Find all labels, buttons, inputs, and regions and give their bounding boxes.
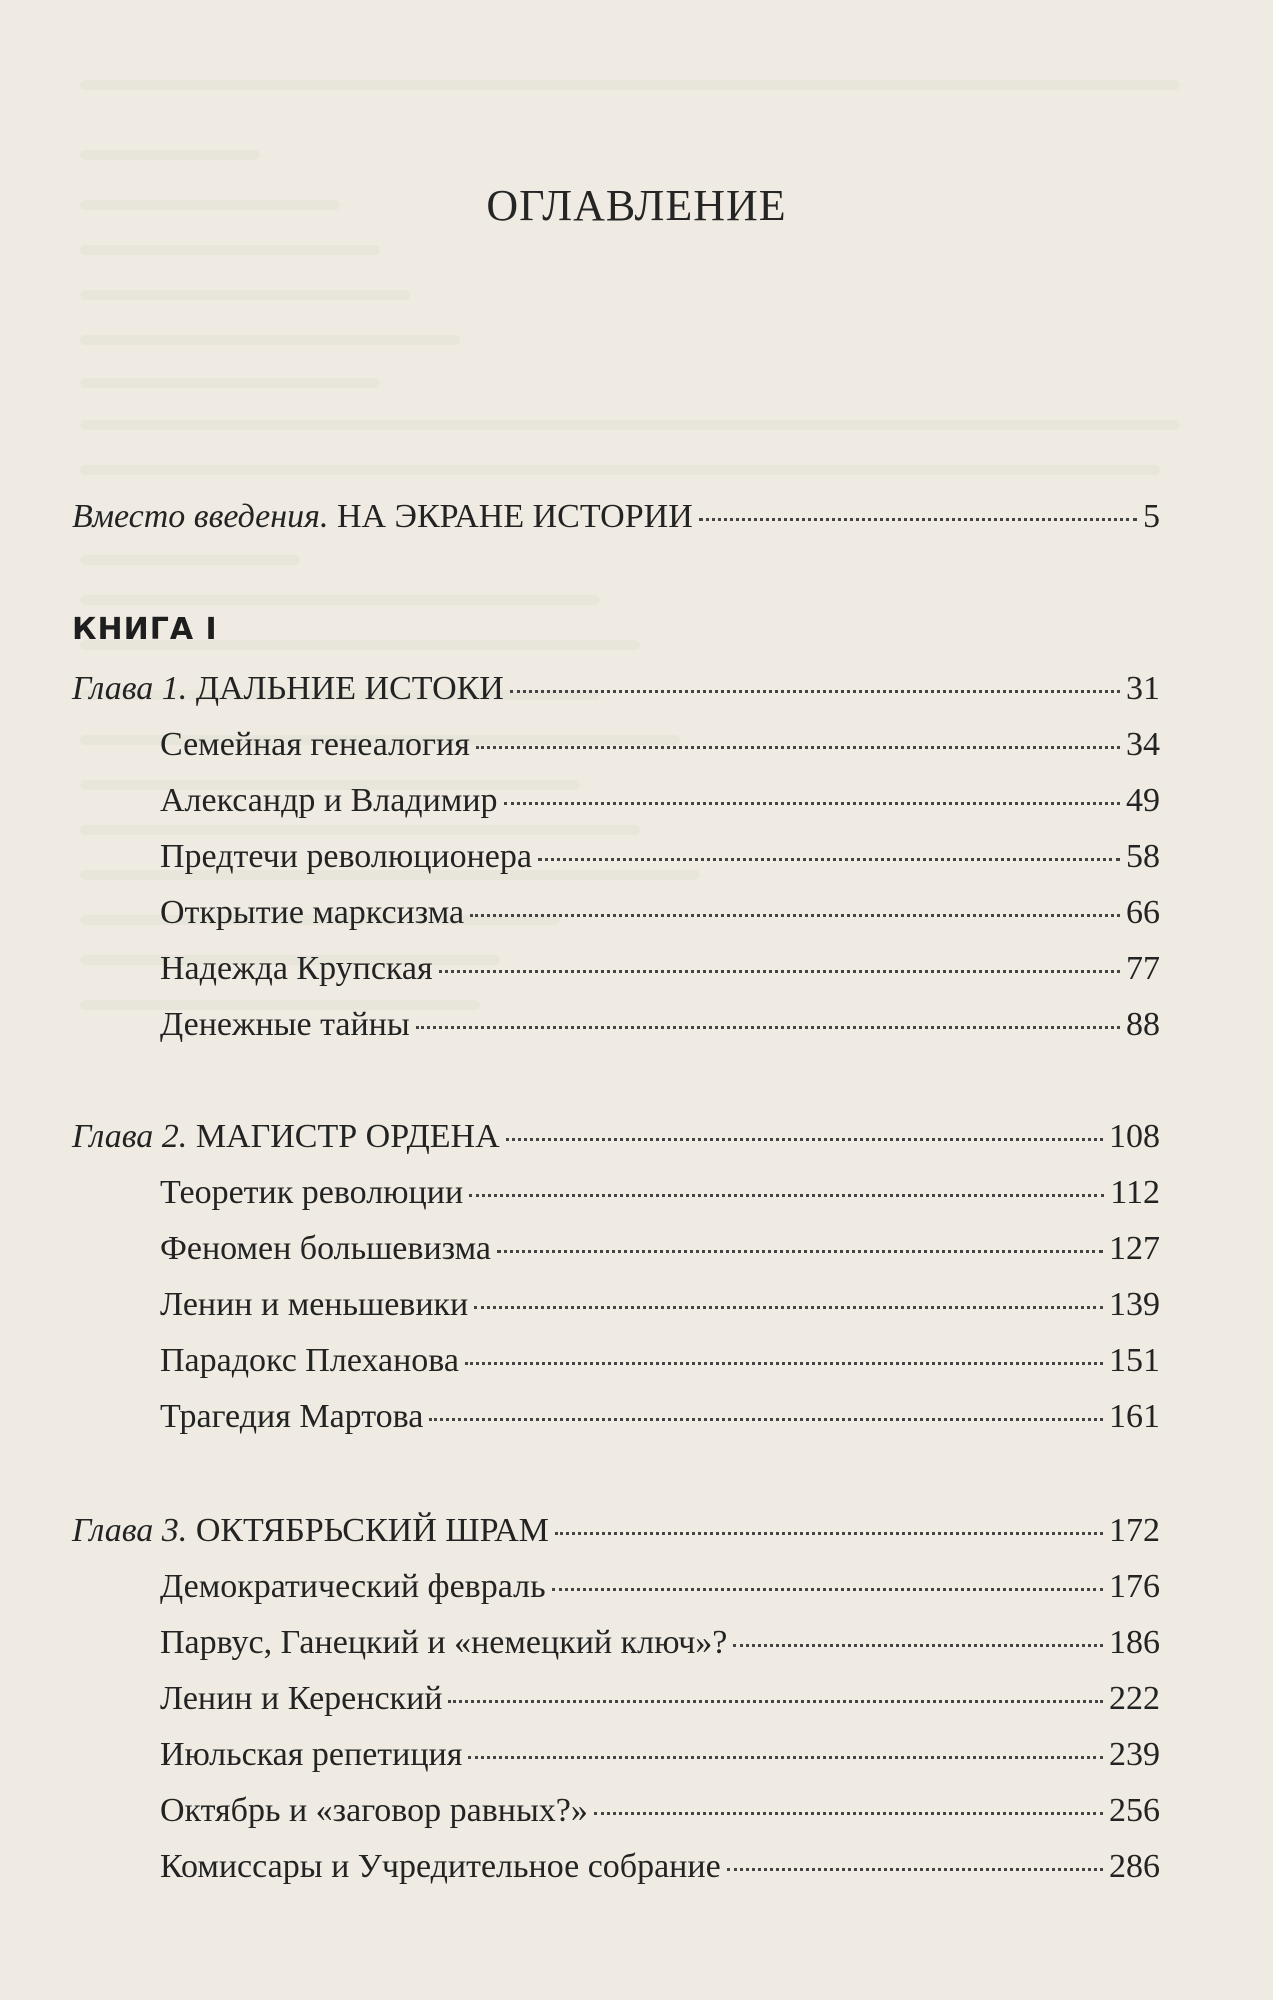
section-entry	[160, 1736, 1160, 1774]
section-entry	[160, 1680, 1160, 1718]
section-title: Надежда Крупская	[160, 950, 433, 987]
section-page: 176	[1109, 1568, 1160, 1605]
intro-title: НА ЭКРАНЕ ИСТОРИИ	[336, 498, 693, 535]
chapter-1-entry	[72, 670, 1160, 708]
dot-leader	[429, 1418, 1103, 1421]
section-entry	[160, 1174, 1160, 1212]
section-page: 112	[1110, 1174, 1160, 1211]
dot-leader	[474, 1306, 1103, 1309]
section-entry	[160, 1342, 1160, 1380]
section-title: Октябрь и «заговор равных?»	[160, 1792, 588, 1829]
section-title: Парвус, Ганецкий и «немецкий ключ»?	[160, 1624, 728, 1661]
chapter-1-page: 31	[1126, 670, 1160, 707]
section-entry	[160, 1398, 1160, 1436]
chapter-2-title: МАГИСТР ОРДЕНА	[195, 1118, 500, 1155]
section-entry	[160, 1848, 1160, 1886]
section-page: 77	[1126, 950, 1160, 987]
section-entry	[160, 782, 1160, 820]
section-page: 58	[1126, 838, 1160, 875]
chapter-1-title: ДАЛЬНИЕ ИСТОКИ	[195, 670, 504, 707]
section-page: 161	[1109, 1398, 1160, 1435]
section-page: 151	[1109, 1342, 1160, 1379]
dot-leader	[699, 518, 1137, 521]
section-entry	[160, 1006, 1160, 1044]
dot-leader	[555, 1532, 1103, 1535]
section-title: Июльская репетиция	[160, 1736, 463, 1773]
section-title: Парадокс Плеханова	[160, 1342, 459, 1379]
section-entry	[160, 894, 1160, 932]
section-page: 256	[1109, 1792, 1160, 1829]
chapter-1-prefix: Глава 1.	[72, 670, 188, 707]
section-title: Теоретик революции	[160, 1174, 464, 1211]
section-title: Демократический февраль	[160, 1568, 546, 1605]
dot-leader	[476, 746, 1120, 749]
section-entry	[160, 1230, 1160, 1268]
section-title: Ленин и меньшевики	[160, 1286, 469, 1323]
section-entry	[160, 1568, 1160, 1606]
section-entry	[160, 1792, 1160, 1830]
section-title: Ленин и Керенский	[160, 1680, 443, 1717]
dot-leader	[497, 1250, 1103, 1253]
section-title: Семейная генеалогия	[160, 726, 470, 763]
section-title: Комиссары и Учредительное собрание	[160, 1848, 721, 1885]
toc-entry-intro	[72, 498, 1160, 536]
dot-leader	[733, 1644, 1103, 1647]
chapter-3-prefix: Глава 3.	[72, 1512, 188, 1549]
section-page: 186	[1109, 1624, 1160, 1661]
section-entry	[160, 1286, 1160, 1324]
dot-leader	[504, 802, 1120, 805]
chapter-3-entry	[72, 1512, 1160, 1550]
intro-prefix: Вместо введения.	[72, 498, 329, 535]
section-entry	[160, 950, 1160, 988]
dot-leader	[468, 1756, 1103, 1759]
section-page: 286	[1109, 1848, 1160, 1885]
dot-leader	[416, 1026, 1120, 1029]
chapter-3-page: 172	[1109, 1512, 1160, 1549]
section-page: 139	[1109, 1286, 1160, 1323]
section-title: Открытие марксизма	[160, 894, 465, 931]
dot-leader	[727, 1868, 1103, 1871]
section-page: 88	[1126, 1006, 1160, 1043]
section-page: 239	[1109, 1736, 1160, 1773]
dot-leader	[469, 1194, 1104, 1197]
dot-leader	[506, 1138, 1103, 1141]
section-title: Предтечи революционера	[160, 838, 532, 875]
section-page: 127	[1109, 1230, 1160, 1267]
section-page: 49	[1126, 782, 1160, 819]
chapter-2-prefix: Глава 2.	[72, 1118, 188, 1155]
section-entry	[160, 726, 1160, 764]
dot-leader	[465, 1362, 1103, 1365]
section-title: Денежные тайны	[160, 1006, 410, 1043]
section-page: 222	[1109, 1680, 1160, 1717]
dot-leader	[470, 914, 1120, 917]
page-title: ОГЛАВЛЕНИЕ	[486, 181, 787, 230]
section-page: 66	[1126, 894, 1160, 931]
book-label: КНИГА I	[72, 612, 218, 647]
dot-leader	[448, 1700, 1103, 1703]
chapter-2-page: 108	[1109, 1118, 1160, 1155]
dot-leader	[552, 1588, 1103, 1591]
section-title: Трагедия Мартова	[160, 1398, 424, 1435]
chapter-2-entry	[72, 1118, 1160, 1156]
dot-leader	[510, 690, 1120, 693]
intro-page: 5	[1143, 498, 1160, 535]
section-title: Александр и Владимир	[160, 782, 498, 819]
dot-leader	[439, 970, 1120, 973]
section-page: 34	[1126, 726, 1160, 763]
chapter-3-title: ОКТЯБРЬСКИЙ ШРАМ	[195, 1512, 549, 1549]
section-title: Феномен большевизма	[160, 1230, 491, 1267]
section-entry	[160, 838, 1160, 876]
section-entry	[160, 1624, 1160, 1662]
dot-leader	[538, 858, 1120, 861]
dot-leader	[594, 1812, 1103, 1815]
